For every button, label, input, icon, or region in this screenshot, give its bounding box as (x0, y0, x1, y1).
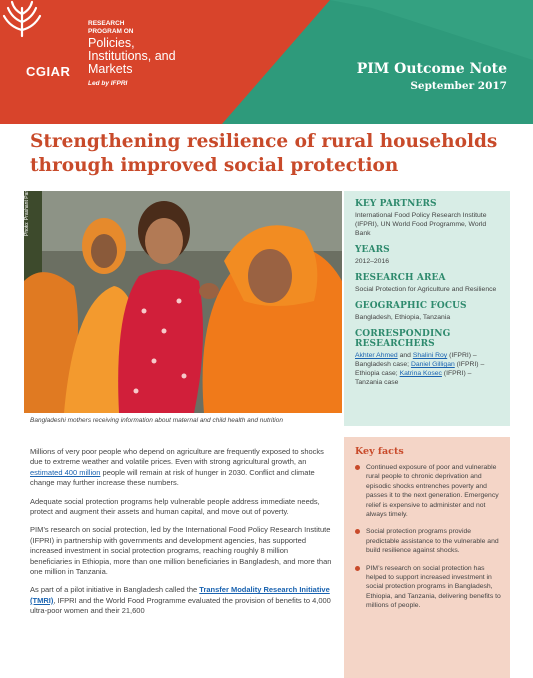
key-facts-list (344, 463, 510, 611)
research-area-text: Social Protection for Agriculture and Resilience (355, 286, 497, 293)
estimated-400-million-link[interactable]: estimated 400 million (30, 467, 101, 477)
body-text (30, 447, 332, 625)
note-title: PIM Outcome Note (356, 61, 507, 77)
photo-caption: Bangladeshi mothers receiving information about maternal and child health and nutrition (30, 417, 283, 424)
research-area-heading: RESEARCH AREA (355, 273, 446, 283)
mothers-photo (24, 191, 342, 413)
researcher-link-kosec[interactable]: Katrina Kosec (399, 370, 442, 377)
photo-credit: Photo: Prashant Panjiar for IFPRI/Flickr (24, 148, 30, 236)
bullet-icon (355, 529, 360, 534)
body-paragraph-3: PIM’s research on social protection, led by the International Food Policy Research Institute (IFPRI) in partnership with governments and development agencies, has supported increased investment in social protection programs, reaching roughly 8 million beneficiaries in Ethiopia, more than one million beneficiaries in Bangladesh, and more than one million in Tanzania. (30, 525, 332, 577)
key-fact-text: PIM’s research on social protection has helped to support increased investment in social protection programs in Bangladesh, Ethiopia, and Tanzania, delivering benefits to millions of people. (366, 564, 501, 610)
key-fact-item (355, 463, 501, 519)
cgiar-wheat-logo-icon (0, 0, 44, 38)
p1-text-b: people will remain at risk of hunger in 2030. Conflict and climate change may further increase these numbers. (30, 467, 315, 488)
researcher-role-bangladesh: (IFPRI) – Bangladesh case; (355, 352, 477, 368)
p1-text-a: Millions of very poor people who depend on agriculture are frequently exposed to shocks due to extreme weather and volatile prices. Even with strong agricultural growth, an (30, 447, 324, 467)
body-paragraph-1 (30, 447, 332, 489)
bullet-icon (355, 465, 360, 470)
body-paragraph-4 (30, 585, 332, 616)
photo-illustration (24, 191, 342, 413)
years-heading: YEARS (355, 245, 390, 255)
researcher-link-ahmed[interactable]: Akhter Ahmed (355, 352, 398, 359)
page-title: Strengthening resilience of rural households through improved social protection (30, 131, 498, 176)
key-fact-text: Continued exposure of poor and vulnerable rural people to chronic deprivation and episodic shocks entrenches poverty and passes it to the next generation. Emergency relief is expensive to administer and not always timely. (366, 464, 499, 519)
geographic-focus-text: Bangladesh, Ethiopia, Tanzania (355, 314, 451, 321)
p4-text-b: , IFPRI and the World Food Programme evaluated the provision of benefits to 4,000 ultra-poor women and their 21,600 (30, 595, 331, 616)
program-name: Policies, Institutions, and Markets (88, 36, 176, 76)
years-text: 2012–2016 (355, 258, 390, 265)
body-paragraph-2: Adequate social protection programs help vulnerable people address immediate needs, protect and augment their assets and human capital, and move out of poverty. (30, 496, 320, 517)
note-date: September 2017 (410, 80, 507, 92)
key-partners-text: International Food Policy Research Institute (IFPRI), UN World Food Programme, World Bank (355, 212, 487, 237)
researcher-separator: and (397, 352, 413, 359)
header-banner (0, 0, 533, 124)
researchers-heading: CORRESPONDING RESEARCHERS (355, 329, 451, 349)
bullet-icon (355, 566, 360, 571)
researcher-role-tanzania: (IFPRI) – Tanzania case (355, 370, 472, 386)
p4-text-a: As part of a pilot initiative in Bangladesh called the (30, 585, 200, 595)
tmri-link[interactable]: Transfer Modality Research Initiative (TMRI) (30, 585, 330, 605)
key-fact-text: Social protection programs provide predictable assistance to the vulnerable and build resilience against shocks. (366, 528, 499, 555)
researcher-role-ethiopia: (IFPRI) – Ethiopia case; (355, 361, 485, 377)
cgiar-wordmark: CGIAR (26, 64, 71, 79)
researchers-text (355, 351, 500, 387)
researcher-link-roy[interactable]: Shalini Roy (412, 352, 448, 359)
led-by-label: Led by IFPRI (88, 80, 128, 87)
key-facts-heading: Key facts (355, 446, 404, 457)
key-fact-item (355, 527, 501, 555)
key-facts-box (344, 437, 510, 678)
program-label: RESEARCH PROGRAM ON (88, 20, 134, 35)
researcher-link-gilligan[interactable]: Daniel Gilligan (410, 361, 455, 368)
key-partners-heading: KEY PARTNERS (355, 199, 437, 209)
project-info-sidebar (344, 191, 510, 426)
geographic-focus-heading: GEOGRAPHIC FOCUS (355, 301, 467, 311)
key-fact-item (355, 564, 501, 611)
